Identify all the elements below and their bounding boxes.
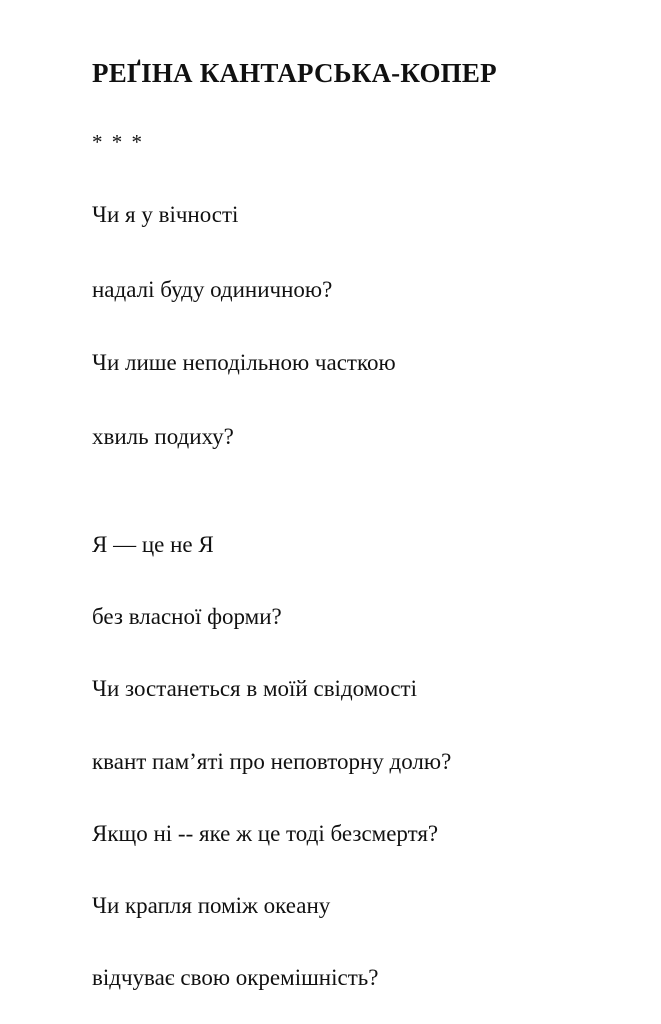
poem-line: Чи лише неподільною часткою [92, 350, 396, 375]
poem-line: Якщо ні -- яке ж це тоді безсмертя? [92, 821, 439, 846]
section-divider: * * * [92, 130, 144, 154]
poem-line: Чи зостанеться в моїй свідомості [92, 676, 417, 701]
poem-line: хвиль подиху? [92, 424, 234, 449]
poem-line: Я — це не Я [92, 532, 214, 557]
poem-line: відчуває свою окремішність? [92, 965, 379, 990]
poem-line: Чи я у вічності [92, 202, 239, 227]
poem-line: Чи крапля поміж океану [92, 893, 331, 918]
poem-line: без власної форми? [92, 604, 282, 629]
poem-author-title: РЕҐІНА КАНТАРСЬКА-КОПЕР [92, 58, 497, 88]
poem-line: квант пам’яті про неповторну долю? [92, 749, 452, 774]
poem-line: надалі буду одиничною? [92, 277, 333, 302]
